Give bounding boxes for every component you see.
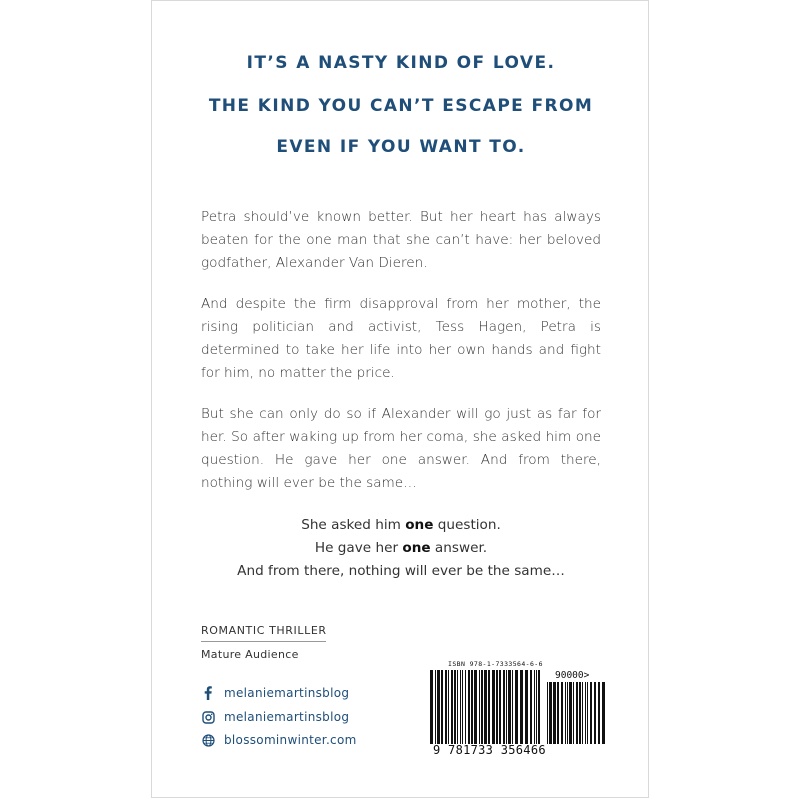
social-website[interactable] — [201, 732, 357, 748]
barcode-bar — [553, 682, 556, 744]
globe-icon — [201, 733, 215, 747]
barcode-bar — [557, 682, 559, 744]
barcode-bar — [503, 670, 505, 744]
barcode-bar — [534, 670, 535, 744]
barcode-bar — [484, 670, 487, 744]
barcode-bar — [488, 670, 490, 744]
barcode-bar — [561, 682, 563, 744]
isbn-label: ISBN 978-1-7333564-6-6 — [448, 660, 543, 668]
addon-barcode-bars — [547, 682, 607, 744]
barcode-bar — [506, 670, 507, 744]
isbn-barcode — [430, 660, 626, 760]
social-instagram[interactable] — [201, 709, 349, 725]
barcode-bar — [525, 670, 528, 744]
barcode-bar — [448, 670, 449, 744]
barcode-bar — [479, 670, 480, 744]
facebook-handle: melaniemartinsblog — [224, 686, 350, 700]
genre-divider — [201, 641, 326, 642]
barcode-bar — [515, 670, 518, 744]
barcode-bar — [437, 670, 440, 744]
barcode-bar — [508, 670, 511, 744]
barcode-bar — [585, 682, 586, 744]
barcode-bar — [457, 670, 458, 744]
barcode-bar — [445, 670, 447, 744]
barcode-bar — [474, 670, 477, 744]
barcode-bar — [465, 670, 466, 744]
barcode-bar — [462, 670, 463, 744]
barcode-bar — [594, 682, 596, 744]
audience-label: Mature Audience — [201, 648, 299, 661]
barcode-bar — [435, 670, 436, 744]
barcode-bar — [565, 682, 566, 744]
barcode-bar — [602, 682, 605, 744]
tagline-line-2: He gave her one answer. — [314, 540, 488, 556]
barcode-bar — [471, 670, 473, 744]
barcode-bar — [492, 670, 495, 744]
barcode-bar — [536, 670, 537, 744]
instagram-icon — [201, 710, 215, 724]
barcode-bar — [512, 670, 513, 744]
barcode-bar — [451, 670, 453, 744]
addon-code: 90000> — [555, 670, 590, 681]
blurb-paragraph-3: But she can only do so if Alexander will go just as far for her. So after waking up from her coma, she asked him one question. He gave her one answer. And from there, nothing will ever be the same… — [201, 406, 601, 491]
blurb-paragraph-2: And despite the firm disapproval from her mother, the rising politician and activist, Tess Hagen, Petra is determined to take her life into her own hands and fight for him, no matter the price. — [201, 296, 601, 381]
headline-line-3: EVEN IF YOU WANT TO. — [276, 137, 526, 157]
barcode-bar — [468, 670, 470, 744]
barcode-bar — [547, 682, 548, 744]
genre-label: ROMANTIC THRILLER — [201, 624, 327, 637]
barcode-bar — [520, 670, 523, 744]
barcode-bar — [573, 682, 574, 744]
social-facebook[interactable] — [201, 685, 349, 701]
blurb-paragraph-1: Petra should’ve known better. But her heart has always beaten for the one man that she can’t have: her beloved godfather, Alexander Van Dieren. — [201, 209, 601, 271]
barcode-bar — [499, 670, 501, 744]
barcode-bar — [530, 670, 532, 744]
barcode-bar — [496, 670, 498, 744]
tagline-line-1: She asked him one question. — [301, 517, 501, 533]
website-link: blossominwinter.com — [224, 733, 357, 747]
barcode-bar — [590, 682, 592, 744]
barcode-bar — [579, 682, 581, 744]
headline-line-2: THE KIND YOU CAN’T ESCAPE FROM — [208, 96, 594, 116]
barcode-bar — [549, 682, 552, 744]
barcode-bar — [567, 682, 568, 744]
barcode-bar — [481, 670, 483, 744]
facebook-icon — [201, 686, 215, 700]
barcode-bar — [460, 670, 461, 744]
barcode-bar — [576, 682, 578, 744]
barcode-bar — [454, 670, 456, 744]
barcode-bar — [569, 682, 572, 744]
tagline-line-3: And from there, nothing will ever be the same… — [237, 563, 565, 579]
barcode-bar — [441, 670, 443, 744]
barcode-bar — [538, 670, 540, 744]
barcode-bar — [582, 682, 583, 744]
instagram-handle: melaniemartinsblog — [224, 710, 350, 724]
ean-barcode-bars — [430, 670, 542, 744]
barcode-bar — [430, 670, 433, 744]
ean-number: 9 781733 356466 — [433, 743, 546, 757]
headline-line-1: IT’S A NASTY KIND OF LOVE. — [246, 53, 556, 73]
barcode-bar — [598, 682, 600, 744]
barcode-bar — [587, 682, 588, 744]
